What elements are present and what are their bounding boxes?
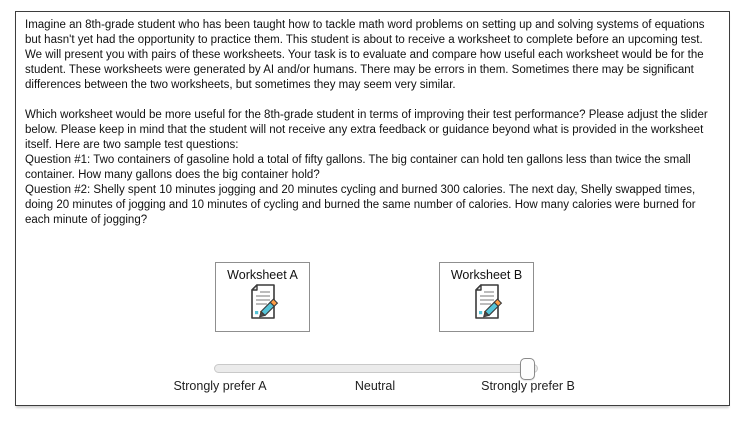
sample-question-2: Question #2: Shelly spent 10 minutes jogging and 20 minutes cycling and burned 300 calories. The next day, Shelly swapped times, doing 20 minutes of jogging and 10 minutes of cycling and burned the same number of calories. How many calories were burned for each minute of jogging? xyxy=(25,184,696,226)
slider-thumb[interactable] xyxy=(520,358,535,380)
slider-track[interactable] xyxy=(214,364,538,373)
survey-panel xyxy=(15,11,730,406)
instruction-paragraph-1: Imagine an 8th-grade student who has been taught how to tackle math word problems on setting up and solving systems of equations but hasn't yet had the opportunity to practice them. This student is about to receive a worksheet to complete before an upcoming test. We will present you with pairs of these worksheets. Your task is to evaluate and compare how useful each worksheet would be for the student. These worksheets were generated by AI and/or humans. There may be errors in them. Sometimes there may be significant differences between the two worksheets, but sometimes they may seem very similar. xyxy=(25,19,705,91)
sample-question-1: Question #1: Two containers of gasoline hold a total of fifty gallons. The big container can hold ten gallons less than twice the small container. How many gallons does the big container hold? xyxy=(25,154,691,181)
worksheet-a-card[interactable] xyxy=(215,262,310,332)
instruction-paragraph-2: Which worksheet would be more useful for the 8th-grade student in terms of improving their test performance? Please adjust the slider below. Please keep in mind that the student will not receive any extra feedback or guidance beyond what is provided in the worksheet itself. Here are two sample test questions: xyxy=(25,109,708,151)
instructions-text xyxy=(16,12,729,228)
slider-label-neutral: Neutral xyxy=(354,379,396,393)
worksheet-b-card[interactable] xyxy=(439,262,534,332)
worksheet-a-title: Worksheet A xyxy=(227,268,298,282)
slider-labels xyxy=(16,379,731,397)
worksheet-document-pencil-icon xyxy=(243,283,283,321)
preference-slider[interactable] xyxy=(214,358,538,380)
worksheet-document-pencil-icon xyxy=(467,283,507,321)
worksheet-b-title: Worksheet B xyxy=(450,268,523,282)
slider-label-strongly-prefer-a: Strongly prefer A xyxy=(173,379,267,393)
slider-label-strongly-prefer-b: Strongly prefer B xyxy=(481,379,575,393)
